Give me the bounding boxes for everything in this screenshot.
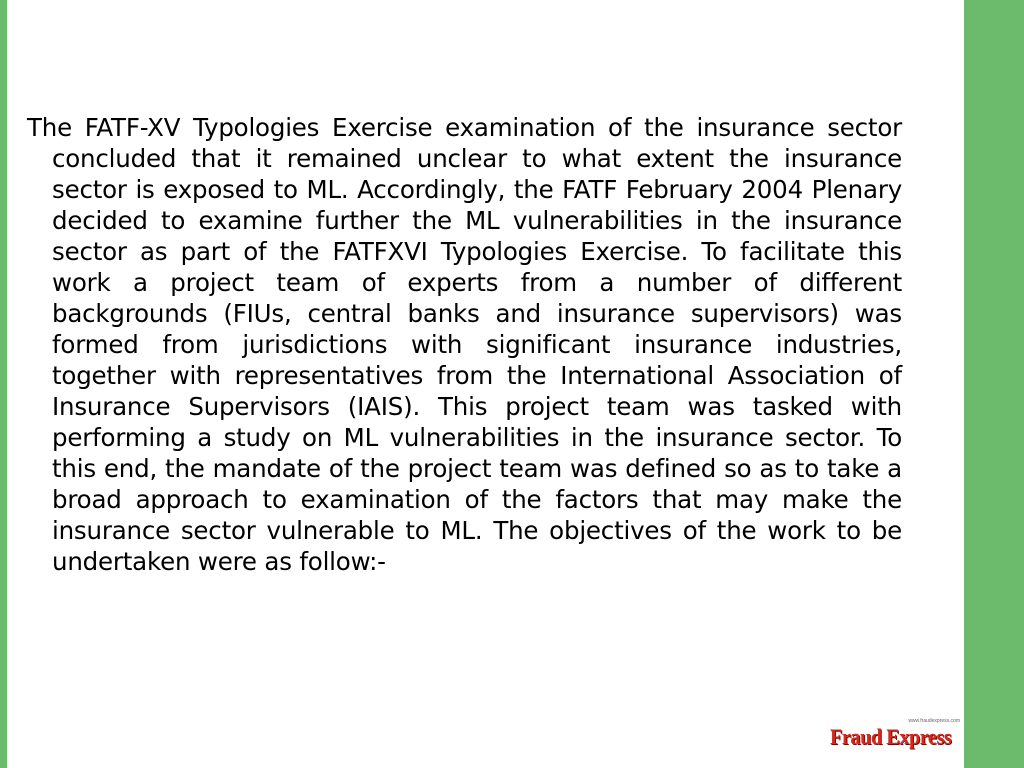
right-accent-bar xyxy=(964,0,1024,768)
left-accent-bar xyxy=(0,0,7,768)
fraud-express-logo xyxy=(828,716,964,760)
slide-body-paragraph: The FATF-XV Typologies Exercise examination of the insurance sector concluded that it remained unclear to what extent the insurance sector is exposed to ML. Accordingly, the FATF February 2004 Plenary decided to examine further the ML vulnerabilities in the insurance sector as part of the FATFXVI Typologies Exercise. To facilitate this work a project team of experts from a number of different backgrounds (FIUs, central banks and insurance supervisors) was formed from jurisdictions with significant insurance industries, together with representatives from the International Association of Insurance Supervisors (IAIS). This project team was tasked with performing a study on ML vulnerabilities in the insurance sector. To this end, the mandate of the project team was defined so as to take a broad approach to examination of the factors that may make the insurance sector vulnerable to ML. The objectives of the work to be undertaken were as follow:- xyxy=(27,113,902,576)
logo-url: www.fraudexpress.com xyxy=(908,718,960,724)
logo-name: Fraud Express xyxy=(830,724,952,749)
